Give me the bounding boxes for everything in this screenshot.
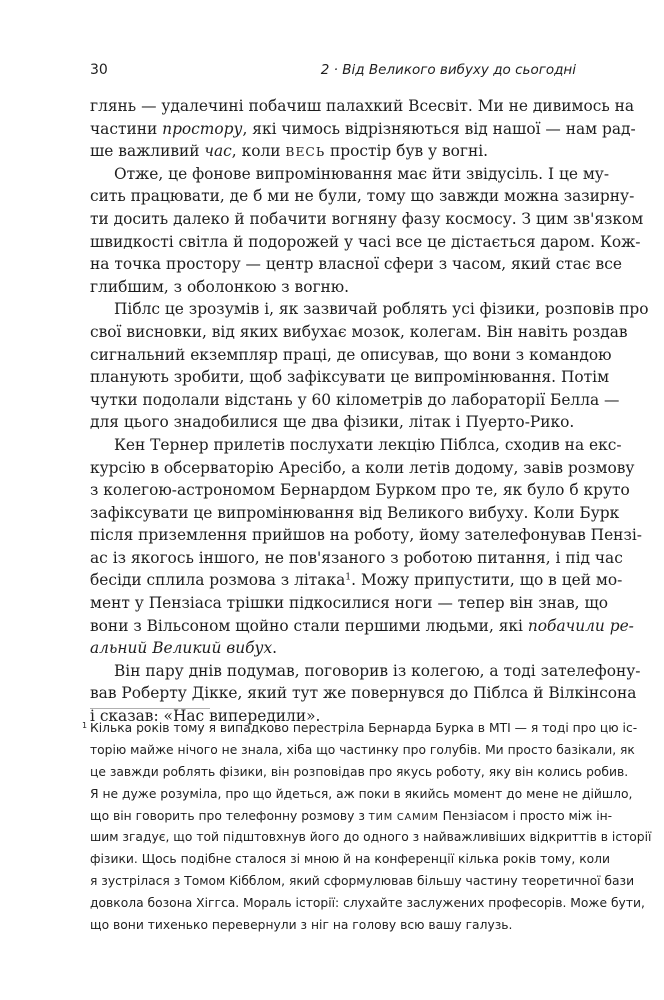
- body-line: швидкості світла й подорожей у часі все це дістається даром. Кож-: [90, 232, 641, 251]
- body-line: і сказав: «Нас випередили».: [90, 707, 321, 726]
- body-line: зафіксувати це випромінювання від Великого вибуху. Коли Бурк: [90, 503, 620, 522]
- footnote-line: шим згадує, що той підштовхнув його до одного з найважливіших відкриттів в історії: [90, 830, 652, 845]
- body-line: для цього знадобилися ще два фізики, літак і Пуерто-Рико.: [90, 413, 575, 432]
- footnote: [82, 718, 652, 937]
- footnote-line: що вони тихенько перевернули з ніг на голову всю вашу галузь.: [90, 918, 513, 933]
- body-line: ас із якогось іншого, не пов'язаного з роботою питання, і під час: [90, 548, 623, 567]
- body-line: глибшим, з оболонкою з вогню.: [90, 277, 350, 296]
- body-line: після приземлення прийшов на роботу, йому зателефонував Пензі-: [90, 526, 642, 545]
- footnote-line: довкола бозона Хіггса. Мораль історії: слухайте заслужених професорів. Може бути,: [90, 896, 645, 911]
- body-line: Отже, це фонове випромінювання має йти звідусіль. І це му-: [114, 164, 610, 183]
- body-line: ти досить далеко й побачити вогняну фазу космосу. З цим зв'язком: [90, 209, 644, 228]
- footnote-line: це завжди роблять фізики, він розповідав про якусь роботу, яку він колись робив.: [90, 764, 629, 779]
- body-line: вав Роберту Дікке, який тут же повернувся до Піблса й Вілкінсона: [90, 684, 637, 703]
- body-line: Кен Тернер прилетів послухати лекцію Піблса, сходив на екс-: [114, 435, 622, 454]
- body-line: Піблс це зрозумів і, як зазвичай роблять усі фізики, розповів про: [114, 300, 649, 319]
- body-line: бесіди сплила розмова з літака$^1$. Можу припустити, що в цей мо-: [90, 571, 623, 590]
- body-line: курсію в обсерваторію Аресібо, а коли летів додому, завів розмову: [90, 458, 635, 477]
- body-line: глянь — удалечині побачиш палахкий Всесвіт. Ми не дивимось на: [90, 97, 635, 115]
- footnote-line: торію майже нічого не знала, хіба що частинку про голубів. Ми просто базікали, як: [90, 742, 635, 757]
- body-line: мент у Пензіаса трішки підкосилися ноги — тепер він знав, що: [90, 594, 609, 613]
- body-line: вони з Вільсоном щойно стали першими людьми, які побачили ре-: [90, 616, 634, 635]
- body-line: ше важливий час, коли ВЕСЬ простір був у вогні.: [90, 142, 489, 161]
- emphasis: побачили ре-: [527, 616, 634, 635]
- footnote-divider: [90, 708, 210, 709]
- body-line: альний Великий вибух.: [90, 639, 278, 658]
- body-line: на точка простору — центр власної сфери з часом, який стає все: [90, 255, 622, 274]
- footnote-line: що він говорить про телефонну розмову з ТИМ САМИМ Пензіасом і просто між ін-: [90, 808, 613, 823]
- body-line: Він пару днів подумав, поговорив із колегою, а тоді зателефону-: [114, 661, 641, 680]
- body-line: частини простору, які чимось відрізняються від нашої — нам рад-: [90, 119, 636, 138]
- body-line: свої висновки, від яких вибухає мозок, колегам. Він навіть роздав: [90, 322, 628, 341]
- small-caps-emphasis: ВЕСЬ: [285, 145, 326, 160]
- emphasis: альний Великий вибух: [90, 639, 273, 658]
- page-number: 30: [90, 62, 108, 78]
- footnote-line: Я не дуже розуміла, про що йдеться, аж поки в якийсь момент до мене не дійшло,: [90, 786, 633, 801]
- footnote-reference[interactable]: 1: [345, 571, 352, 583]
- body-line: з колегою-астрономом Бернардом Бурком про те, як було б круто: [90, 481, 630, 500]
- emphasis: час: [204, 142, 232, 161]
- footnote-marker: 1: [82, 721, 88, 730]
- emphasis: простору: [162, 119, 243, 138]
- body-line: сигнальний екземпляр праці, де описував, що вони з командою: [90, 345, 612, 364]
- body-line: чутки подолали відстань у 60 кілометрів до лабораторії Белла —: [90, 390, 620, 409]
- body-line: сить працювати, де б ми не були, тому що завжди можна зазирну-: [90, 187, 635, 206]
- footnote-line: Кілька років тому я випадково перестріла Бернарда Бурка в МТІ — я тоді про цю іс-: [90, 721, 638, 735]
- body-line: планують зробити, щоб зафіксувати це випромінювання. Потім: [90, 368, 610, 387]
- footnote-line: я зустрілася з Томом Кібблом, який сформулював більшу частину теоретичної бази: [90, 874, 635, 889]
- chapter-title: 2 · Від Великого вибуху до сьогодні: [320, 62, 576, 78]
- footnote-line: фізики. Щось подібне сталося зі мною й на конференції кілька років тому, коли: [90, 852, 611, 867]
- running-head: [90, 62, 576, 82]
- small-caps-emphasis: ТИМ САМИМ: [368, 811, 439, 823]
